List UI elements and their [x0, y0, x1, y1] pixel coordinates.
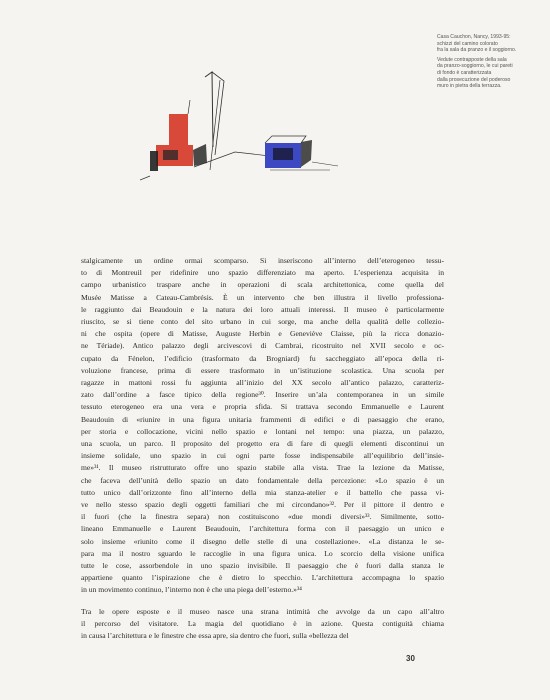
caption-title-line: fra la sala da pranzo e il soggiorno. [437, 47, 517, 54]
caption-title-line: schizzi del camino colorato [437, 40, 498, 47]
text-line: zato dall’ordine a fasce tipico della regione³⁰. Inserire un’ala contemporanea in un simile [81, 390, 444, 400]
text-line: ve nello stesso spazio degli oggetti familiari che mi circondano»³². Per il pittore il dentro e [81, 500, 444, 510]
caption-desc-line: di fondo è caratterizzata [437, 69, 492, 76]
text-line: lineano Emmanuelle e Laurent Beaudouin, l’architettura forma con il paesaggio un unico e [81, 524, 444, 534]
text-line: para ma il nostro sguardo le raccoglie in una figura unica. Lo scorcio della visione unifica [81, 548, 444, 558]
text-line: voluzione francese, prima di essere trasformato in un’istituzione scolastica. Una scuola per [81, 365, 444, 375]
text-line: ni che ospita (opere di Matisse, Auguste Herbin e Geneviève Claisse, più la ricca donazio- [81, 329, 444, 339]
text-line: Tra le opere esposte e il museo nasce una strana intimità che avvolge da un capo all’altro [81, 606, 444, 616]
caption-desc-line: muro in pietra della terrazza. [437, 83, 502, 90]
text-line: appartiene quanto l’ispirazione che è dietro lo specchio. L’architettura accompagna lo spazio [81, 573, 444, 583]
caption-desc-line: dalla prosecuzione del poderoso [437, 76, 511, 83]
fireplace-sketch [140, 60, 340, 200]
text-line: Beaudouin di «riunire in una figura unitaria frammenti di edifici e di paesaggio che erano, [81, 414, 444, 424]
text-line: cupato da Fénelon, l’edificio (trasformato da Brogniard) fu saccheggiato all’epoca della ri- [81, 353, 444, 363]
page-number: 30 [406, 654, 415, 663]
text-line: campo urbanistico traspare anche in operazioni di scala architettonica, come quella del [81, 280, 444, 290]
text-line: tessuto eterogeneo era una vera e propria sfida. Si trattava secondo Emmanuelle e Laurent [81, 402, 444, 412]
caption-desc-line: Vedute contrapposte della sala [437, 56, 507, 63]
text-line: ragazze in mattoni rossi fu aggiunta all’inizio del XX secolo all’antico palazzo, caratteriz- [81, 378, 444, 388]
caption-title-line: Casa Cauchon, Nancy, 1993-95: [437, 34, 511, 40]
text-line: to di Montreuil per ridefinire uno spazio differenziato ma aperto. L’esperienza acquisita in [81, 268, 444, 278]
caption-description [437, 57, 542, 90]
paragraph-gap [81, 597, 444, 606]
paragraph-1 [81, 255, 444, 597]
text-line: solo insieme «riunito come il disegno delle stelle di una costellazione». «La distanza le se- [81, 536, 444, 546]
text-line: tutto unico dall’orizzonte fino all’interno della mia stanza-atelier e il battello che passa vi- [81, 487, 444, 497]
paragraph-2 [81, 606, 444, 643]
text-line: per storia e collocazione, vicini nello spazio e lontani nel tempo: una piazza, un palazzo, [81, 426, 444, 436]
text-line: le raggiunto dai Beaudouin e la natura dei loro attuali interessi. Il museo è particolarmente [81, 304, 444, 314]
caption-title [437, 34, 542, 54]
text-line: in causa l’architettura e le finestre che essa apre, sia dentro che fuori, sulla «bellezza del [81, 631, 349, 641]
text-line: stalgicamente un ordine ormai scomparso. Si inseriscono all’interno dell’eterogeneo tessu- [81, 256, 444, 265]
article-body [81, 255, 444, 642]
red-fireplace-drawing [140, 72, 270, 180]
text-line: in un movimento continuo, l’interno non è che una piega dell’esterno.»³⁴ [81, 585, 302, 595]
text-line: una scuola, un parco. Il proposito del progetto era di fare di quegli elementi discontinui un [81, 439, 444, 449]
text-line: il percorso del visitatore. La magia del quotidiano è in azione. Questa contiguità chiama [81, 618, 444, 628]
text-line: che faceva dell’unità dello spazio un dato fondamentale della percezione: «Lo spazio è un [81, 475, 444, 485]
caption-desc-line: da pranzo-soggiorno, le cui pareti [437, 63, 513, 70]
text-line: il fuori (che la finestra separa) non costituiscono «due mondi diversi»³³. Similmente, sotto- [81, 512, 444, 522]
text-line: riuscito, se si tiene conto del sito urbano in cui sorge, ma anche della qualità delle collezio- [81, 317, 444, 327]
figure-caption [437, 34, 542, 93]
text-line: Musée Matisse a Cateau-Cambrésis. È un intervento che ben illustra il livello professiona- [81, 292, 444, 302]
text-line: me»³¹. Il museo ristrutturato offre uno spazio stabile alla vista. Trae la lezione da Matisse, [81, 463, 444, 473]
text-line: ne Tériade). Antico palazzo degli arcivescovi di Cambrai, ricostruito nel XVII secolo e oc- [81, 341, 444, 351]
text-line: insieme solidale, uno spazio in cui ogni parte fosse indispensabile all’equilibrio dell’insie- [81, 451, 444, 461]
blue-fireplace-drawing [265, 136, 338, 170]
text-line: tutte le cose, assorbendole in uno spazio invisibile. Il paesaggio che è fuori dalla stanza le [81, 561, 444, 571]
